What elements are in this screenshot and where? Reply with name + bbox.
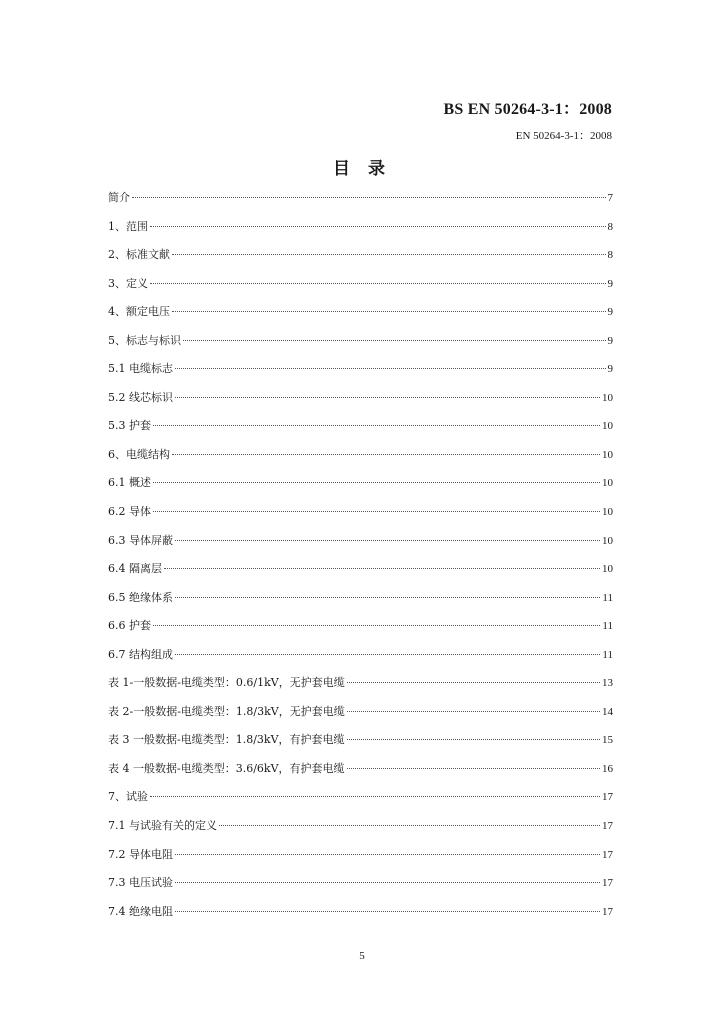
- toc-entry-page: 11: [602, 620, 613, 633]
- toc-entry[interactable]: [108, 898, 613, 927]
- toc-dot-leader: [132, 196, 606, 198]
- toc-entry[interactable]: [108, 441, 613, 470]
- toc-entry-label: 5.1 电缆标志: [108, 362, 173, 376]
- toc-dot-leader: [150, 282, 606, 284]
- toc-entry-page: 17: [602, 877, 613, 890]
- toc-entry-page: 10: [602, 420, 613, 433]
- toc-entry-label: 5.2 线芯标识: [108, 390, 173, 404]
- toc-dot-leader: [175, 653, 600, 655]
- toc-entry-label: 表 1-一般数据-电缆类型：0.6/1kV，无护套电缆: [108, 676, 345, 690]
- toc-dot-leader: [347, 681, 600, 683]
- toc-entry[interactable]: [108, 783, 613, 812]
- toc-entry-page: 11: [602, 591, 613, 604]
- toc-entry[interactable]: [108, 612, 613, 641]
- toc-dot-leader: [175, 367, 606, 369]
- toc-entry[interactable]: [108, 241, 613, 270]
- toc-entry[interactable]: [108, 469, 613, 498]
- toc-dot-leader: [153, 510, 600, 512]
- toc-entry-label: 6.6 护套: [108, 619, 151, 633]
- toc-entry-label: 7.1 与试验有关的定义: [108, 819, 217, 833]
- toc-entry[interactable]: [108, 641, 613, 670]
- toc-entry-label: 表 2-一般数据-电缆类型：1.8/3kV，无护套电缆: [108, 704, 345, 718]
- toc-entry[interactable]: [108, 270, 613, 299]
- toc-entry-label: 简介: [108, 191, 130, 204]
- toc-entry-page: 10: [602, 448, 613, 461]
- toc-entry[interactable]: [108, 184, 613, 213]
- toc-entry[interactable]: [108, 327, 613, 356]
- toc-entry[interactable]: [108, 584, 613, 613]
- toc-entry[interactable]: [108, 527, 613, 556]
- toc-entry-page: 16: [602, 762, 613, 775]
- standard-number-subheading: EN 50264-3-1：2008: [515, 130, 612, 142]
- toc-entry-page: 8: [607, 249, 613, 262]
- toc-entry-label: 2、标准文献: [108, 248, 170, 262]
- page-number: 5: [359, 950, 365, 962]
- toc-entry-label: 6、电缆结构: [108, 447, 170, 461]
- toc-dot-leader: [172, 253, 606, 255]
- toc-entry[interactable]: [108, 812, 613, 841]
- toc-entry-label: 6.5 绝缘体系: [108, 590, 173, 604]
- toc-entry-label: 6.3 导体屏蔽: [108, 533, 173, 547]
- toc-entry-page: 9: [607, 277, 613, 290]
- toc-entry-label: 7.4 绝缘电阻: [108, 904, 173, 918]
- toc-dot-leader: [172, 310, 606, 312]
- toc-entry-page: 9: [607, 306, 613, 319]
- toc-entry[interactable]: [108, 869, 613, 898]
- toc-entry-page: 14: [602, 705, 613, 718]
- standard-number-heading: BS EN 50264-3-1：2008: [443, 101, 612, 118]
- toc-dot-leader: [175, 910, 600, 912]
- toc-dot-leader: [347, 767, 600, 769]
- toc-dot-leader: [175, 881, 600, 883]
- toc-dot-leader: [153, 424, 600, 426]
- toc-entry-page: 17: [602, 820, 613, 833]
- toc-entry-label: 6.1 概述: [108, 476, 151, 490]
- toc-entry-page: 8: [607, 220, 613, 233]
- toc-entry-label: 6.7 结构组成: [108, 647, 173, 661]
- toc-entry-page: 9: [607, 363, 613, 376]
- toc-dot-leader: [347, 738, 600, 740]
- toc-entry[interactable]: [108, 213, 613, 242]
- toc-entry-page: 15: [602, 734, 613, 747]
- toc-entry-label: 7.3 电压试验: [108, 876, 173, 890]
- toc-entry-label: 表 4 一般数据-电缆类型：3.6/6kV，有护套电缆: [108, 761, 345, 775]
- toc-dot-leader: [153, 481, 600, 483]
- toc-entry-label: 4、额定电压: [108, 305, 170, 319]
- toc-entry-label: 5.3 护套: [108, 419, 151, 433]
- toc-dot-leader: [150, 225, 606, 227]
- toc-entry-page: 10: [602, 534, 613, 547]
- toc-entry-label: 3、定义: [108, 276, 148, 290]
- toc-entry-page: 10: [602, 563, 613, 576]
- toc-entry-page: 11: [602, 648, 613, 661]
- toc-entry[interactable]: [108, 412, 613, 441]
- toc-entry[interactable]: [108, 755, 613, 784]
- toc-dot-leader: [153, 624, 600, 626]
- toc-title: 目 录: [333, 159, 391, 179]
- toc-entry[interactable]: [108, 555, 613, 584]
- toc-entry-page: 13: [602, 677, 613, 690]
- toc-entry-page: 9: [607, 334, 613, 347]
- toc-entry-label: 7.2 导体电阻: [108, 847, 173, 861]
- toc-dot-leader: [219, 824, 600, 826]
- toc-dot-leader: [175, 853, 600, 855]
- toc-entry-page: 17: [602, 791, 613, 804]
- toc-entry-label: 6.4 隔离层: [108, 562, 162, 576]
- toc-entry[interactable]: [108, 726, 613, 755]
- toc-dot-leader: [172, 453, 600, 455]
- toc-dot-leader: [347, 710, 600, 712]
- toc-entry[interactable]: [108, 698, 613, 727]
- toc-entry-page: 17: [602, 848, 613, 861]
- toc-entry-label: 表 3 一般数据-电缆类型：1.8/3kV，有护套电缆: [108, 733, 345, 747]
- toc-entry[interactable]: [108, 669, 613, 698]
- toc-dot-leader: [175, 596, 600, 598]
- toc-entry[interactable]: [108, 384, 613, 413]
- toc-entry[interactable]: [108, 298, 613, 327]
- toc-dot-leader: [183, 339, 606, 341]
- toc-entry-label: 5、标志与标识: [108, 333, 181, 347]
- toc-entry[interactable]: [108, 841, 613, 870]
- toc-entry-label: 7、试验: [108, 790, 148, 804]
- table-of-contents: [108, 184, 613, 926]
- toc-entry-page: 17: [602, 905, 613, 918]
- toc-entry-page: 10: [602, 391, 613, 404]
- toc-entry[interactable]: [108, 355, 613, 384]
- toc-entry-page: 10: [602, 506, 613, 519]
- toc-dot-leader: [175, 539, 600, 541]
- toc-entry-page: 10: [602, 477, 613, 490]
- toc-entry-page: 7: [607, 192, 613, 204]
- toc-entry[interactable]: [108, 498, 613, 527]
- toc-entry-label: 6.2 导体: [108, 505, 151, 519]
- toc-dot-leader: [150, 795, 600, 797]
- toc-dot-leader: [175, 396, 600, 398]
- toc-entry-label: 1、范围: [108, 219, 148, 233]
- toc-dot-leader: [164, 567, 600, 569]
